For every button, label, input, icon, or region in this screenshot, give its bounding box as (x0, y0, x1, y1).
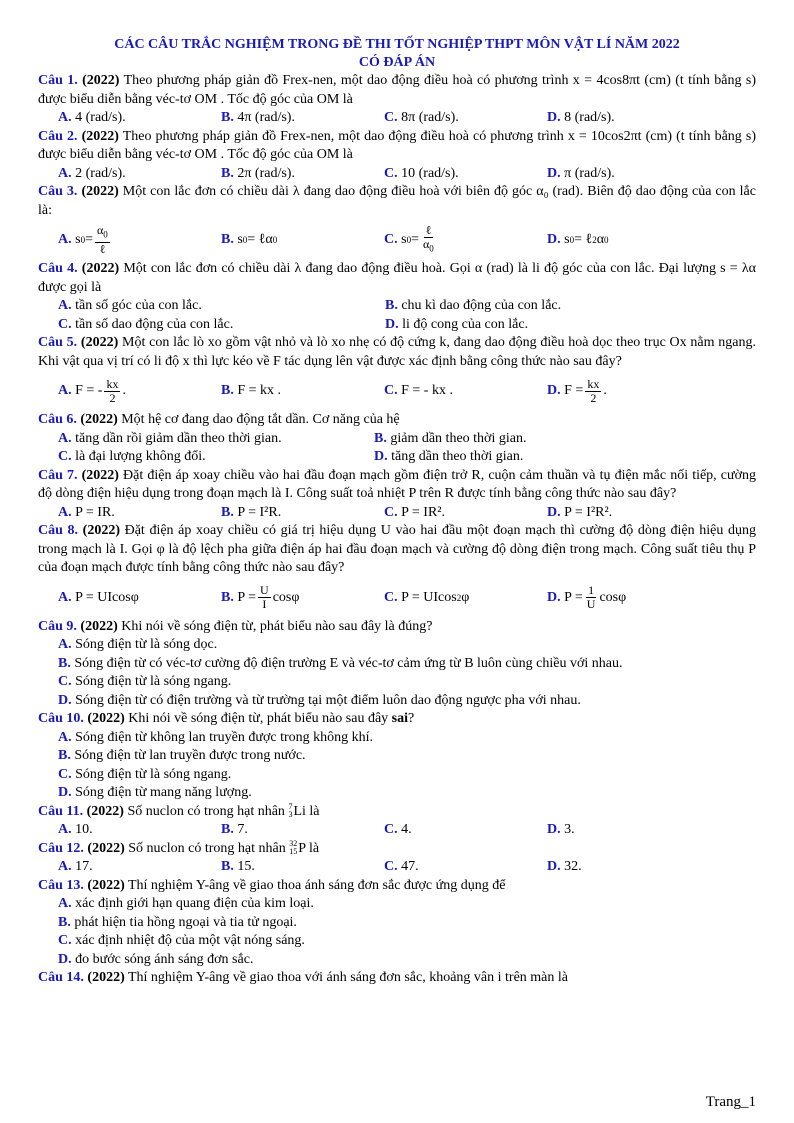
question-9: Câu 9. (2022) Khi nói về sóng điện từ, phát biểu nào sau đây là đúng? (38, 618, 433, 634)
option-c[interactable]: C. tần số dao động của con lắc. (58, 316, 234, 332)
option-b[interactable]: B. 15. (221, 859, 255, 874)
option-c[interactable]: C. 4. (384, 822, 412, 837)
question-10: Câu 10. (2022) Khi nói về sóng điện từ, phát biểu nào sau đây sai? (38, 711, 415, 726)
question-1: Câu 1. (2022) Theo phương pháp giản đồ Frex-nen, một dao động điều hoà có phương trình x = 4cos8πt (cm) (t tính bằng s) được biểu diễn bằng véc-tơ OM . Tốc độ góc của OM là (38, 73, 756, 107)
question-11: Câu 11. (2022) Số nuclon có trong hạt nhân 7 3 Li là (38, 802, 320, 820)
option-c[interactable]: C. P = UIcos 2 φ (384, 589, 470, 605)
option-c[interactable]: C. Sóng điện từ là sóng ngang. (58, 674, 232, 689)
question-8: Câu 8. (2022) Đặt điện áp xoay chiều có giá trị hiệu dụng U vào hai đầu một đoạn mạch thì cường độ dòng điện hiệu dụng trong mạch là I. Gọi φ là độ lệch pha giữa điện áp hai đầu đoạn mạch và cường độ dòng điện trong mạch. Công suất tiêu thụ P của đoạn mạch được tính bằng công thức nào sau đây? (38, 523, 756, 575)
option-a[interactable]: A. P = IR. (58, 504, 115, 520)
option-d[interactable]: D. Sóng điện từ có điện trường và từ trường tại một điểm luôn dao động ngược pha với nhau. (58, 692, 581, 708)
option-c[interactable]: C. là đại lượng không đổi. (58, 449, 206, 464)
option-d[interactable]: D. đo bước sóng ánh sáng đơn sắc. (58, 951, 254, 967)
option-b[interactable]: B. P = I²R. (221, 504, 282, 520)
option-c[interactable]: C. xác định nhiệt độ của một vật nóng sáng. (58, 933, 305, 948)
options-7 (38, 504, 756, 523)
option-b[interactable]: B. P = $\frac{U}{I}$ cosφ (221, 583, 300, 611)
option-c[interactable]: C. F = - kx . (384, 383, 453, 398)
option-b[interactable]: B. Sóng điện từ có véc-tơ cường độ điện trường E và véc-tơ cảm ứng từ B luôn cùng chiều với nhau. (58, 655, 623, 671)
option-b[interactable]: B. 7. (221, 822, 248, 837)
option-c[interactable]: C. 47. (384, 859, 419, 874)
option-b[interactable]: B. 2π (rad/s). (221, 165, 295, 181)
options-8 (38, 578, 756, 618)
option-a[interactable]: A. 10. (58, 822, 93, 837)
option-d[interactable]: D. π (rad/s). (547, 165, 615, 181)
option-d[interactable]: D. tăng dần theo thời gian. (374, 449, 524, 464)
question-6: Câu 6. (2022) Một hệ cơ đang dao động tắt dần. Cơ năng của hệ (38, 412, 400, 427)
option-d[interactable]: D. 32. (547, 859, 582, 874)
question-13: Câu 13. (2022) Thí nghiệm Y-âng về giao thoa ánh sáng đơn sắc được ứng dụng để (38, 877, 506, 893)
question-3: Câu 3. (2022) Một con lắc đơn có chiều dài λ đang dao động điều hoà với biên độ góc α₀ (rad). Biên độ dao động của con lắc là: (38, 184, 756, 218)
option-a[interactable]: A. Sóng điện từ là sóng dọc. (58, 637, 218, 652)
option-c[interactable]: C. 10 (rad/s). (384, 165, 459, 181)
question-4: Câu 4. (2022) Một con lắc đơn có chiều dài λ đang dao động điều hoà. Gọi α (rad) là li độ góc của con lắc. Đại lượng s = λα được gọi là (38, 261, 757, 295)
options-1 (38, 109, 756, 128)
options-2 (38, 165, 756, 184)
option-d[interactable]: D. s 0 = ℓ 2 α 0 (547, 232, 609, 247)
question-5: Câu 5. (2022) Một con lắc lò xo gồm vật nhỏ và lò xo nhẹ có độ cứng k, đang dao động điều hoà dọc theo trục Ox nằm ngang. Khi vật qua vị trí có li độ x thì lực kéo về F tác dụng lên vật được xác định bằng công thức nào sau đây? (38, 335, 757, 369)
page-title: CÁC CÂU TRẮC NGHIỆM TRONG ĐỀ THI TỐT NGHIỆP THPT MÔN VẬT LÍ NĂM 2022 (114, 37, 680, 52)
options-4 (38, 297, 756, 316)
option-d[interactable]: D. 8 (rad/s). (547, 110, 615, 125)
options-11 (38, 821, 756, 840)
options-5 (38, 371, 756, 411)
option-b[interactable]: B. giảm dần theo thời gian. (374, 430, 527, 446)
question-7: Câu 7. (2022) Đặt điện áp xoay chiều vào hai đầu đoạn mạch gồm điện trở R, cuộn cảm thuần và tụ điện mắc nối tiếp, cường độ dòng điện hiệu dụng trong đoạn mạch là I. Công suất toả nhiệt P trên R được tính bằng công thức nào sau đây? (38, 467, 756, 501)
page-footer: Trang_1 (705, 1094, 756, 1110)
option-d[interactable]: D. F = $\frac{kx}{2}$ . (547, 376, 607, 405)
option-a[interactable]: A. P = UIcosφ (58, 589, 139, 605)
nucleus-symbol: 7 3 (288, 802, 293, 820)
option-c[interactable]: C. 8π (rad/s). (384, 110, 459, 125)
option-b[interactable]: B. 4π (rad/s). (221, 110, 295, 125)
option-a[interactable]: A. 17. (58, 859, 93, 874)
options-6 (38, 430, 756, 449)
question-12: Câu 12. (2022) Số nuclon có trong hạt nhân 32 15 P là (38, 839, 320, 857)
question-2: Câu 2. (2022) Theo phương pháp giản đồ Frex-nen, một dao động điều hoà có phương trình x = 10cos2πt (cm) (t tính bằng s) được biểu diễn bằng véc-tơ OM . Tốc độ góc của OM là (38, 128, 756, 162)
option-a[interactable]: A. Sóng điện từ không lan truyền được trong không khí. (58, 729, 374, 745)
option-b[interactable]: B. s 0 = ℓα 0 (221, 232, 278, 247)
option-c[interactable]: C. s 0 = $\frac{\text{ℓ}}{\alpha_0}$ (384, 223, 434, 254)
option-a[interactable]: A. F = - $\frac{kx}{2}$ . (58, 376, 126, 405)
option-a[interactable]: A. 2 (rad/s). (58, 165, 126, 181)
option-d[interactable]: D. li độ cong của con lắc. (385, 316, 529, 332)
option-a[interactable]: A. tần số góc của con lắc. (58, 298, 202, 313)
option-d[interactable]: D. P = $\frac{1}{U}$ cosφ (547, 583, 627, 611)
question-14: Câu 14. (2022) Thí nghiệm Y-âng về giao thoa với ánh sáng đơn sắc, khoảng vân i trên màn là (38, 970, 568, 985)
option-b[interactable]: B. phát hiện tia hồng ngoại và tia tử ngoại. (58, 914, 297, 930)
option-c[interactable]: C. P = IR². (384, 504, 445, 520)
option-b[interactable]: B. chu kì dao động của con lắc. (385, 298, 562, 313)
option-a[interactable]: A. s 0 = $\frac{\alpha_0}{\text{ℓ}}$ (58, 223, 108, 256)
option-b[interactable]: B. F = kx . (221, 383, 282, 398)
nucleus-symbol: 32 15 (289, 839, 298, 857)
option-a[interactable]: A. xác định giới hạn quang điện của kim loại. (58, 896, 314, 911)
options-12 (38, 858, 756, 877)
exam-page (38, 36, 756, 988)
option-a[interactable]: A. 4 (rad/s). (58, 110, 126, 125)
option-d[interactable]: D. P = I²R². (547, 504, 613, 520)
options-3 (38, 220, 756, 260)
option-d[interactable]: D. 3. (547, 822, 575, 837)
option-d[interactable]: D. Sóng điện từ mang năng lượng. (58, 785, 252, 800)
option-c[interactable]: C. Sóng điện từ là sóng ngang. (58, 766, 232, 782)
page-subtitle: CÓ ĐÁP ÁN (358, 55, 436, 70)
option-a[interactable]: A. tăng dần rồi giảm dần theo thời gian. (58, 430, 282, 446)
option-b[interactable]: B. Sóng điện từ lan truyền được trong nước. (58, 748, 306, 763)
